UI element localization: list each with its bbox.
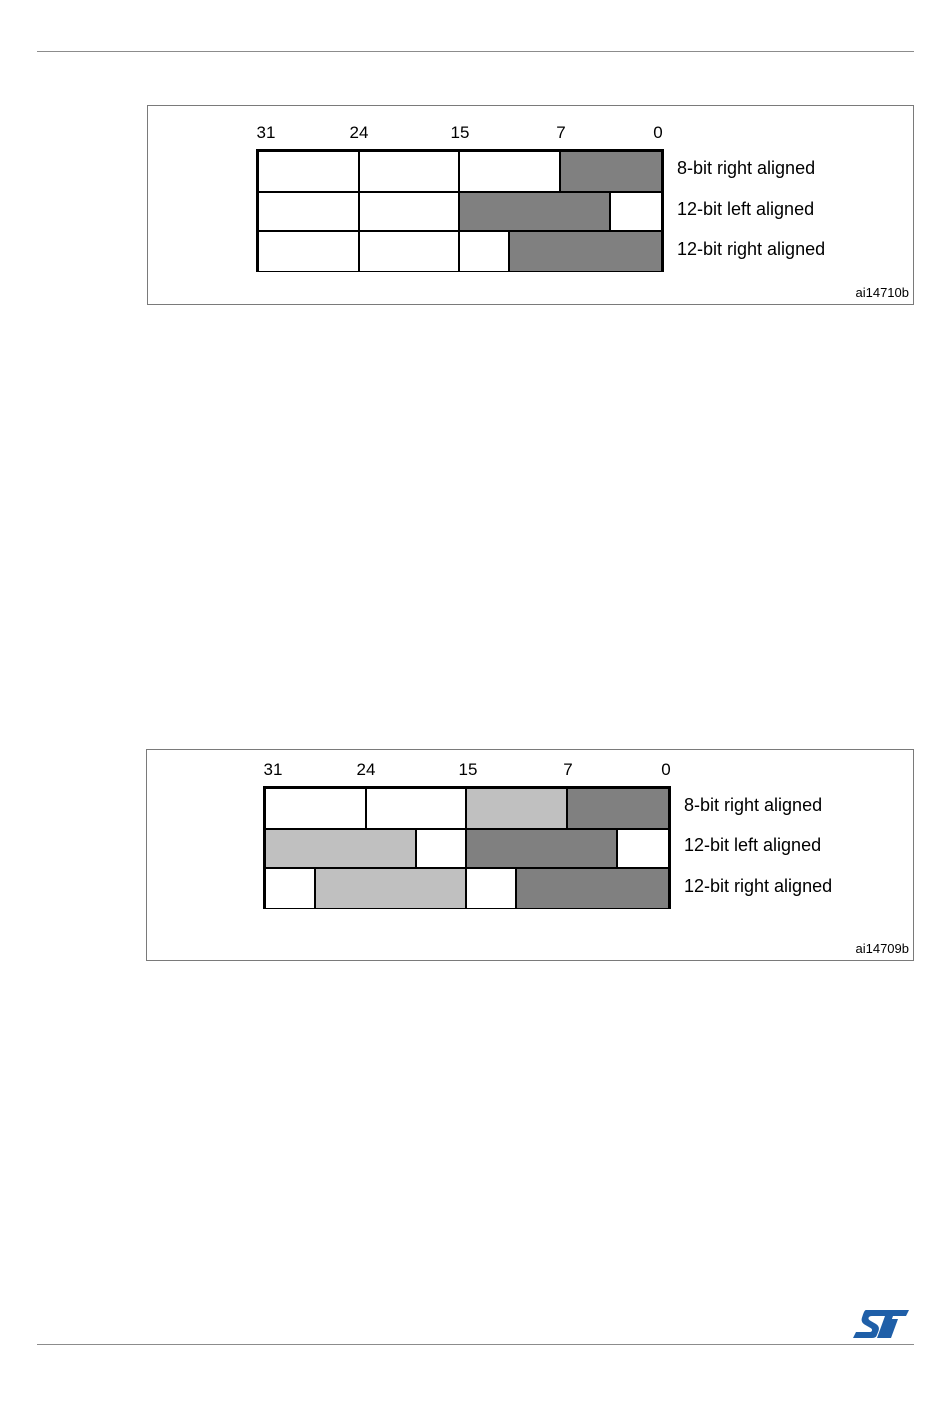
bit-field-white (266, 789, 367, 828)
register-row-8bit-right (259, 152, 661, 191)
row-divider (259, 191, 661, 193)
bit-field-white (367, 789, 468, 828)
bit-field-white (259, 152, 360, 191)
header-rule (37, 51, 914, 52)
row-label-12bit-right: 12-bit right aligned (677, 239, 826, 259)
row-label-12bit-right: 12-bit right aligned (684, 876, 833, 896)
bit-label-15: 15 (450, 123, 470, 142)
row-divider (266, 867, 668, 869)
bit-field-dark (467, 830, 618, 869)
bit-field-white (360, 232, 461, 271)
bit-label-31: 31 (256, 123, 276, 142)
bit-label-0: 0 (661, 760, 671, 779)
row-label-8bit-right: 8-bit right aligned (677, 158, 816, 178)
data-alignment-diagram-2 (146, 749, 914, 961)
figure-id: ai14710b (855, 285, 909, 300)
bit-field-white (259, 193, 360, 232)
bit-field-dark (460, 193, 611, 232)
row-label-12bit-left: 12-bit left aligned (684, 835, 822, 855)
bit-field-dark (517, 869, 668, 908)
bit-field-dark (568, 789, 669, 828)
register-grid (256, 149, 664, 272)
bit-field-white (266, 869, 316, 908)
bit-field-white (460, 232, 510, 271)
register-row-12bit-left (266, 830, 668, 869)
bit-label-24: 24 (356, 760, 376, 779)
register-row-8bit-right (266, 789, 668, 828)
register-grid (263, 786, 671, 909)
bit-label-31: 31 (263, 760, 283, 779)
row-label-8bit-right: 8-bit right aligned (684, 795, 823, 815)
bit-field-light (316, 869, 467, 908)
bit-field-white (259, 232, 360, 271)
st-logo-shape (853, 1310, 909, 1338)
bit-field-white (618, 830, 668, 869)
bit-field-white (360, 152, 461, 191)
bit-label-15: 15 (458, 760, 478, 779)
bit-label-0: 0 (653, 123, 663, 142)
bit-label-7: 7 (563, 760, 573, 779)
row-divider (259, 230, 661, 232)
register-row-12bit-right (259, 232, 661, 271)
footer-rule (37, 1344, 914, 1345)
register-row-12bit-left (259, 193, 661, 232)
register-row-12bit-right (266, 869, 668, 908)
bit-field-white (611, 193, 661, 232)
bit-field-light (467, 789, 568, 828)
data-alignment-diagram-1 (147, 105, 914, 305)
bit-field-white (467, 869, 517, 908)
bit-field-light (266, 830, 417, 869)
bit-field-dark (561, 152, 662, 191)
row-label-12bit-left: 12-bit left aligned (677, 199, 815, 219)
bit-label-7: 7 (556, 123, 566, 142)
bit-field-white (417, 830, 467, 869)
row-divider (266, 828, 668, 830)
bit-field-dark (510, 232, 661, 271)
figure-id: ai14709b (855, 941, 909, 956)
bit-field-white (460, 152, 561, 191)
bit-label-24: 24 (349, 123, 369, 142)
st-logo-icon (852, 1309, 910, 1339)
bit-field-white (360, 193, 461, 232)
